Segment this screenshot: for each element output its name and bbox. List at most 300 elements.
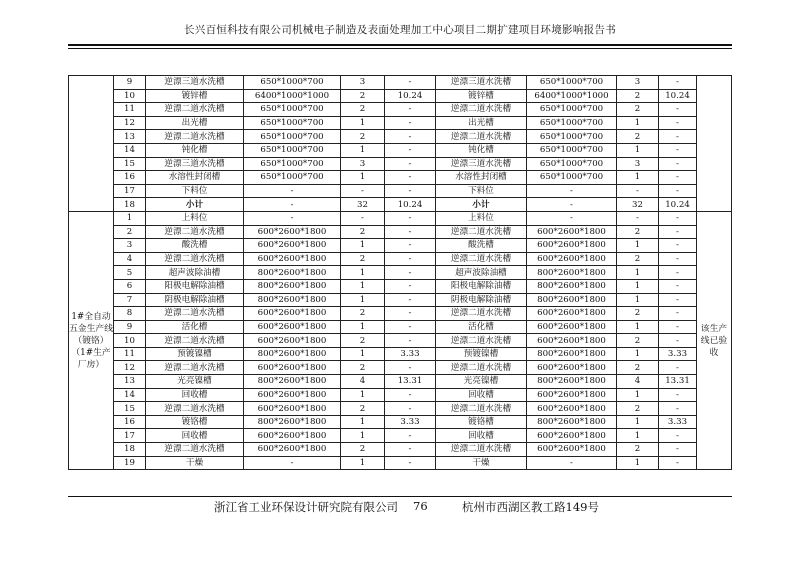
table-cell: 1 xyxy=(617,279,659,293)
table-cell: 出光槽 xyxy=(146,116,244,130)
table-cell: 1 xyxy=(341,293,385,307)
table-cell: 600*2600*1800 xyxy=(244,239,341,253)
section-2-body xyxy=(69,211,732,469)
table-cell: 2 xyxy=(617,89,659,103)
table-cell: 水溶性封闭槽 xyxy=(146,171,244,185)
table-cell: - xyxy=(385,252,436,266)
table-cell: 3 xyxy=(341,76,385,90)
table-cell: 600*2600*1800 xyxy=(527,334,617,348)
table-cell: 上料位 xyxy=(146,211,244,225)
table-cell: 钝化槽 xyxy=(436,143,527,157)
table-cell: - xyxy=(385,130,436,144)
table-cell: 下料位 xyxy=(146,184,244,198)
table-cell: 逆漂二道水洗槽 xyxy=(146,252,244,266)
table-cell: 17 xyxy=(114,429,146,443)
table-row xyxy=(69,375,732,389)
table-cell: 11 xyxy=(114,347,146,361)
table-cell: 13 xyxy=(114,375,146,389)
table-cell: 800*2600*1800 xyxy=(244,415,341,429)
note-cell-empty xyxy=(697,76,732,212)
table-cell: - xyxy=(659,211,697,225)
table-cell: 650*1000*700 xyxy=(244,130,341,144)
table-cell: - xyxy=(617,211,659,225)
table-cell: - xyxy=(659,116,697,130)
table-cell: 4 xyxy=(617,375,659,389)
table-row xyxy=(69,171,732,185)
table-row xyxy=(69,361,732,375)
table-cell: 7 xyxy=(114,293,146,307)
table-cell: 650*1000*700 xyxy=(527,116,617,130)
table-cell: 1 xyxy=(341,320,385,334)
table-cell: 600*2600*1800 xyxy=(527,320,617,334)
table-cell: - xyxy=(385,225,436,239)
table-cell: 逆漂三道水洗槽 xyxy=(436,76,527,90)
table-cell: 逆漂二道水洗槽 xyxy=(436,361,527,375)
table-cell: 1 xyxy=(341,239,385,253)
table-cell: 1 xyxy=(341,116,385,130)
table-cell: - xyxy=(659,388,697,402)
table-row xyxy=(69,266,732,280)
table-cell: 2 xyxy=(617,103,659,117)
table-cell: 酸洗槽 xyxy=(146,239,244,253)
table-cell: 32 xyxy=(341,198,385,212)
table-row xyxy=(69,89,732,103)
table-cell: 800*2600*1800 xyxy=(244,375,341,389)
table-cell: 10 xyxy=(114,334,146,348)
table-cell: 逆漂二道水洗槽 xyxy=(146,443,244,457)
table-cell: - xyxy=(385,402,436,416)
table-row xyxy=(69,130,732,144)
table-cell: 逆漂二道水洗槽 xyxy=(436,334,527,348)
table-cell: 回收槽 xyxy=(146,429,244,443)
table-cell: 13.31 xyxy=(385,375,436,389)
table-cell: - xyxy=(385,143,436,157)
table-cell: 800*2600*1800 xyxy=(244,293,341,307)
table-cell: 650*1000*700 xyxy=(527,103,617,117)
equipment-table xyxy=(68,75,732,470)
table-cell: 650*1000*700 xyxy=(244,103,341,117)
table-cell: 17 xyxy=(114,184,146,198)
table-cell: 2 xyxy=(114,225,146,239)
table-cell: - xyxy=(659,279,697,293)
table-cell: - xyxy=(659,443,697,457)
table-cell: 1 xyxy=(341,347,385,361)
table-cell: 2 xyxy=(341,130,385,144)
table-cell: - xyxy=(527,198,617,212)
table-cell: 逆漂二道水洗槽 xyxy=(436,225,527,239)
table-cell: 4 xyxy=(114,252,146,266)
table-cell: 1 xyxy=(617,171,659,185)
table-row xyxy=(69,443,732,457)
table-cell: 600*2600*1800 xyxy=(244,361,341,375)
table-cell: 32 xyxy=(617,198,659,212)
table-cell: 600*2600*1800 xyxy=(244,225,341,239)
table-cell: 9 xyxy=(114,320,146,334)
table-cell: 2 xyxy=(617,361,659,375)
table-cell: 水溶性封闭槽 xyxy=(436,171,527,185)
table-cell: - xyxy=(527,456,617,470)
table-row xyxy=(69,334,732,348)
table-cell: 5 xyxy=(114,266,146,280)
table-cell: 钝化槽 xyxy=(146,143,244,157)
table-cell: 8 xyxy=(114,307,146,321)
table-row xyxy=(69,347,732,361)
table-cell: - xyxy=(659,103,697,117)
table-cell: 10.24 xyxy=(659,89,697,103)
table-row xyxy=(69,415,732,429)
table-cell: 镀锌槽 xyxy=(146,89,244,103)
table-cell: 650*1000*700 xyxy=(527,76,617,90)
table-cell: 2 xyxy=(341,361,385,375)
table-cell: 600*2600*1800 xyxy=(244,307,341,321)
table-row xyxy=(69,402,732,416)
table-cell: 回收槽 xyxy=(436,388,527,402)
table-row xyxy=(69,293,732,307)
table-cell: 2 xyxy=(341,307,385,321)
table-cell: 逆漂二道水洗槽 xyxy=(436,252,527,266)
table-cell: 650*1000*700 xyxy=(244,143,341,157)
table-cell: 1 xyxy=(114,211,146,225)
table-cell: 预镀镍槽 xyxy=(436,347,527,361)
table-cell: 650*1000*700 xyxy=(244,171,341,185)
subtotal-row xyxy=(69,198,732,212)
table-cell: 600*2600*1800 xyxy=(527,252,617,266)
table-cell: 15 xyxy=(114,157,146,171)
table-cell: - xyxy=(385,307,436,321)
table-cell: 小计 xyxy=(436,198,527,212)
table-cell: 3 xyxy=(114,239,146,253)
table-cell: - xyxy=(385,157,436,171)
table-cell: 1 xyxy=(617,239,659,253)
table-cell: 6400*1000*1000 xyxy=(244,89,341,103)
table-cell: 1 xyxy=(617,293,659,307)
table-cell: 1 xyxy=(617,266,659,280)
table-cell: 1 xyxy=(341,143,385,157)
table-cell: 650*1000*700 xyxy=(244,116,341,130)
table-cell: 2 xyxy=(617,225,659,239)
table-cell: 1 xyxy=(341,266,385,280)
table-cell: 酸洗槽 xyxy=(436,239,527,253)
table-cell: - xyxy=(385,266,436,280)
table-row xyxy=(69,225,732,239)
table-cell: - xyxy=(659,320,697,334)
table-cell: - xyxy=(527,211,617,225)
table-cell: 上料位 xyxy=(436,211,527,225)
table-cell: - xyxy=(385,334,436,348)
table-cell: 650*1000*700 xyxy=(244,157,341,171)
table-cell: 逆漂二道水洗槽 xyxy=(436,130,527,144)
table-row xyxy=(69,279,732,293)
table-cell: 活化槽 xyxy=(146,320,244,334)
table-row xyxy=(69,143,732,157)
acceptance-note: 该生产线已验收 xyxy=(697,211,732,469)
table-row xyxy=(69,252,732,266)
table-cell: 逆漂二道水洗槽 xyxy=(146,103,244,117)
table-cell: - xyxy=(385,116,436,130)
table-cell: 阴极电解除油槽 xyxy=(146,293,244,307)
document-header-title: 长兴百恒科技有限公司机械电子制造及表面处理加工中心项目二期扩建项目环境影响报告书 xyxy=(184,24,616,36)
table-cell: - xyxy=(244,198,341,212)
table-cell: 14 xyxy=(114,143,146,157)
section-1-body xyxy=(69,76,732,212)
table-cell: 19 xyxy=(114,456,146,470)
table-cell: 逆漂二道水洗槽 xyxy=(146,225,244,239)
table-cell: - xyxy=(385,211,436,225)
table-cell: 1 xyxy=(617,320,659,334)
table-cell: 600*2600*1800 xyxy=(527,225,617,239)
table-cell: 800*2600*1800 xyxy=(244,266,341,280)
table-cell: 650*1000*700 xyxy=(244,76,341,90)
table-cell: - xyxy=(659,456,697,470)
table-row xyxy=(69,76,732,90)
footer-address: 杭州市西湖区教工路149号 xyxy=(462,500,599,514)
table-cell: 2 xyxy=(617,334,659,348)
table-cell: 800*2600*1800 xyxy=(527,266,617,280)
table-cell: 14 xyxy=(114,388,146,402)
table-cell: - xyxy=(659,334,697,348)
table-cell: - xyxy=(385,293,436,307)
table-cell: 600*2600*1800 xyxy=(527,429,617,443)
group-cell-empty xyxy=(69,76,114,212)
table-cell: 2 xyxy=(341,103,385,117)
table-cell: - xyxy=(244,184,341,198)
table-row xyxy=(69,307,732,321)
table-cell: - xyxy=(385,103,436,117)
table-cell: 2 xyxy=(617,402,659,416)
table-cell: 3.33 xyxy=(659,415,697,429)
table-row xyxy=(69,239,732,253)
table-cell: - xyxy=(385,388,436,402)
table-cell: 600*2600*1800 xyxy=(527,239,617,253)
table-cell: 2 xyxy=(617,252,659,266)
table-cell: 3 xyxy=(341,157,385,171)
table-cell: 6400*1000*1000 xyxy=(527,89,617,103)
table-cell: 出光槽 xyxy=(436,116,527,130)
table-cell: 3.33 xyxy=(659,347,697,361)
table-cell: - xyxy=(659,76,697,90)
table-cell: 11 xyxy=(114,103,146,117)
table-cell: - xyxy=(659,239,697,253)
table-cell: 2 xyxy=(341,225,385,239)
table-cell: 10 xyxy=(114,89,146,103)
table-cell: 逆漂二道水洗槽 xyxy=(146,361,244,375)
table-cell: 干燥 xyxy=(436,456,527,470)
table-cell: 1 xyxy=(617,143,659,157)
table-cell: - xyxy=(385,443,436,457)
table-cell: 光亮镍槽 xyxy=(436,375,527,389)
table-cell: 3 xyxy=(617,157,659,171)
table-cell: 3 xyxy=(617,76,659,90)
table-cell: - xyxy=(659,184,697,198)
table-cell: 1 xyxy=(617,347,659,361)
table-cell: - xyxy=(385,361,436,375)
table-cell: - xyxy=(617,184,659,198)
table-cell: 逆漂三道水洗槽 xyxy=(436,157,527,171)
table-cell: 阳极电解除油槽 xyxy=(436,279,527,293)
table-cell: 3.33 xyxy=(385,415,436,429)
table-cell: 1 xyxy=(341,456,385,470)
header-rule xyxy=(68,44,732,46)
table-cell: 600*2600*1800 xyxy=(527,361,617,375)
table-cell: 16 xyxy=(114,415,146,429)
table-cell: 3.33 xyxy=(385,347,436,361)
table-cell: 1 xyxy=(341,279,385,293)
table-cell: 超声波除油槽 xyxy=(146,266,244,280)
table-cell: - xyxy=(659,143,697,157)
table-cell: - xyxy=(659,225,697,239)
table-cell: 1 xyxy=(617,415,659,429)
table-cell: 2 xyxy=(341,334,385,348)
table-cell: 650*1000*700 xyxy=(527,130,617,144)
table-cell: - xyxy=(244,456,341,470)
table-row xyxy=(69,388,732,402)
table-cell: 9 xyxy=(114,76,146,90)
table-cell: - xyxy=(659,157,697,171)
table-cell: 600*2600*1800 xyxy=(244,388,341,402)
table-cell: - xyxy=(385,279,436,293)
table-cell: 4 xyxy=(341,375,385,389)
table-cell: 阴极电解除油槽 xyxy=(436,293,527,307)
table-cell: 800*2600*1800 xyxy=(527,347,617,361)
table-cell: - xyxy=(659,361,697,375)
table-cell: 600*2600*1800 xyxy=(244,320,341,334)
table-row xyxy=(69,429,732,443)
table-cell: 镀铬槽 xyxy=(146,415,244,429)
table-cell: 1 xyxy=(617,456,659,470)
table-cell: 13 xyxy=(114,130,146,144)
table-cell: 逆漂二道水洗槽 xyxy=(436,103,527,117)
production-line-label: 1#全自动五金生产线（镀铬）（1#生产厂房） xyxy=(69,211,114,469)
table-cell: - xyxy=(659,171,697,185)
table-cell: 1 xyxy=(617,388,659,402)
table-row xyxy=(69,211,732,225)
table-cell: 800*2600*1800 xyxy=(527,415,617,429)
table-cell: 650*1000*700 xyxy=(527,143,617,157)
table-cell: 预镀镍槽 xyxy=(146,347,244,361)
header-rule-thin xyxy=(68,48,732,49)
table-cell: - xyxy=(341,184,385,198)
table-cell: 镀铬槽 xyxy=(436,415,527,429)
table-row xyxy=(69,103,732,117)
table-cell: - xyxy=(385,429,436,443)
table-cell: - xyxy=(659,307,697,321)
table-cell: 2 xyxy=(341,89,385,103)
table-cell: 逆漂二道水洗槽 xyxy=(146,402,244,416)
table-cell: 逆漂三道水洗槽 xyxy=(146,76,244,90)
table-cell: 逆漂二道水洗槽 xyxy=(146,307,244,321)
table-cell: 600*2600*1800 xyxy=(527,388,617,402)
table-cell: 600*2600*1800 xyxy=(244,429,341,443)
table-cell: - xyxy=(385,320,436,334)
table-cell: 12 xyxy=(114,116,146,130)
table-cell: 13.31 xyxy=(659,375,697,389)
table-cell: 1 xyxy=(341,415,385,429)
table-cell: 600*2600*1800 xyxy=(527,307,617,321)
table-row xyxy=(69,157,732,171)
footer-org: 浙江省工业环保设计研究院有限公司 xyxy=(214,500,398,514)
table-row xyxy=(69,320,732,334)
table-cell: 超声波除油槽 xyxy=(436,266,527,280)
table-cell: 650*1000*700 xyxy=(527,157,617,171)
table-cell: 1 xyxy=(617,116,659,130)
table-cell: 800*2600*1800 xyxy=(527,293,617,307)
table-cell: 600*2600*1800 xyxy=(244,402,341,416)
table-cell: - xyxy=(659,293,697,307)
table-cell: 10.24 xyxy=(385,89,436,103)
table-cell: 逆漂二道水洗槽 xyxy=(436,307,527,321)
table-cell: - xyxy=(659,429,697,443)
table-cell: 2 xyxy=(341,443,385,457)
table-cell: - xyxy=(659,252,697,266)
table-cell: 600*2600*1800 xyxy=(244,334,341,348)
table-cell: - xyxy=(385,239,436,253)
table-row xyxy=(69,184,732,198)
table-cell: 18 xyxy=(114,198,146,212)
table-cell: 800*2600*1800 xyxy=(527,375,617,389)
table-cell: 2 xyxy=(341,402,385,416)
table-cell: 逆漂二道水洗槽 xyxy=(436,443,527,457)
table-cell: - xyxy=(244,211,341,225)
table-cell: - xyxy=(659,402,697,416)
table-cell: 1 xyxy=(341,171,385,185)
table-cell: 下料位 xyxy=(436,184,527,198)
table-cell: 逆漂二道水洗槽 xyxy=(146,130,244,144)
table-cell: 阳极电解除油槽 xyxy=(146,279,244,293)
table-cell: 800*2600*1800 xyxy=(527,279,617,293)
table-cell: 18 xyxy=(114,443,146,457)
table-cell: 800*2600*1800 xyxy=(244,279,341,293)
table-cell: 回收槽 xyxy=(436,429,527,443)
table-cell: 16 xyxy=(114,171,146,185)
table-cell: 逆漂二道水洗槽 xyxy=(146,334,244,348)
table-cell: - xyxy=(527,184,617,198)
table-cell: 10.24 xyxy=(385,198,436,212)
table-cell: 6 xyxy=(114,279,146,293)
table-cell: 2 xyxy=(617,130,659,144)
table-cell: 镀锌槽 xyxy=(436,89,527,103)
table-cell: 1 xyxy=(341,388,385,402)
footer-rule xyxy=(68,496,732,497)
table-cell: 回收槽 xyxy=(146,388,244,402)
table-cell: 1 xyxy=(617,429,659,443)
table-cell: 600*2600*1800 xyxy=(527,443,617,457)
table-cell: 2 xyxy=(617,307,659,321)
table-cell: - xyxy=(659,266,697,280)
table-cell: 600*2600*1800 xyxy=(527,402,617,416)
table-cell: 12 xyxy=(114,361,146,375)
table-cell: 10.24 xyxy=(659,198,697,212)
table-cell: - xyxy=(659,130,697,144)
table-cell: 1 xyxy=(341,429,385,443)
table-cell: 活化槽 xyxy=(436,320,527,334)
table-cell: - xyxy=(385,76,436,90)
table-row xyxy=(69,456,732,470)
table-cell: 2 xyxy=(617,443,659,457)
table-cell: 15 xyxy=(114,402,146,416)
table-cell: - xyxy=(385,171,436,185)
table-cell: 逆漂三道水洗槽 xyxy=(146,157,244,171)
table-cell: - xyxy=(341,211,385,225)
page-number: 76 xyxy=(413,499,428,513)
table-cell: - xyxy=(385,456,436,470)
table-cell: - xyxy=(385,184,436,198)
table-cell: 600*2600*1800 xyxy=(244,443,341,457)
table-cell: 650*1000*700 xyxy=(527,171,617,185)
table-cell: 600*2600*1800 xyxy=(244,252,341,266)
table-cell: 干燥 xyxy=(146,456,244,470)
table-cell: 逆漂二道水洗槽 xyxy=(436,402,527,416)
table-row xyxy=(69,116,732,130)
